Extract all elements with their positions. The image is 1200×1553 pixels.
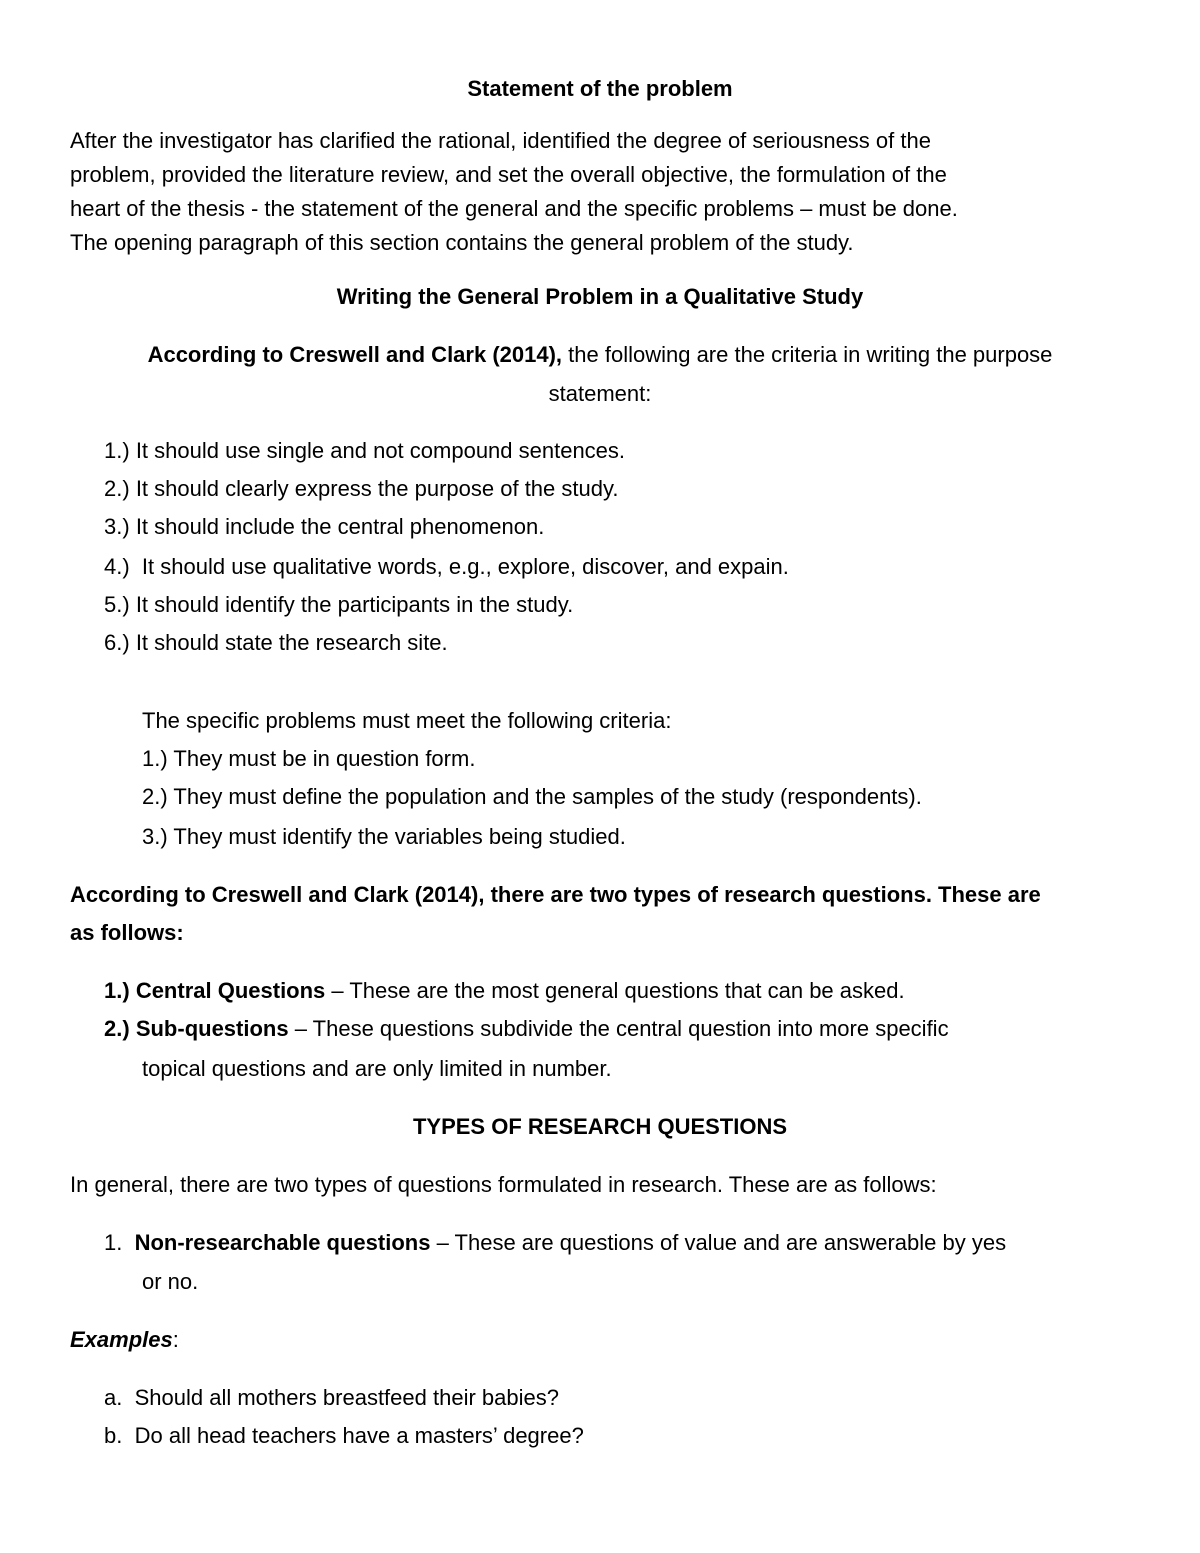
list-letter: b. — [104, 1423, 123, 1448]
list-letter: a. — [104, 1385, 123, 1410]
list-item-continuation: topical questions and are only limited in number. — [142, 1056, 612, 1081]
intro-line: After the investigator has clarified the rational, identified the degree of seriousness of the — [70, 128, 931, 153]
examples-label-text: Examples — [70, 1327, 173, 1352]
list-text: It should identify the participants in the study. — [135, 592, 574, 617]
research-questions-intro-line: According to Creswell and Clark (2014), there are two types of research questions. These are — [70, 882, 1041, 907]
list-text: It should clearly express the purpose of the study. — [135, 476, 619, 501]
list-item — [142, 820, 626, 854]
page-title: Statement of the problem — [467, 76, 733, 101]
list-number: 4.) — [104, 554, 130, 579]
list-text: – These questions subdivide the central question into more specific — [288, 1016, 949, 1041]
criteria-intro-citation: According to Creswell and Clark (2014), — [147, 342, 563, 367]
list-item — [104, 974, 905, 1008]
list-item — [104, 510, 544, 544]
list-text: – These are questions of value and are answerable by yes — [430, 1230, 1007, 1255]
list-text: Do all head teachers have a masters’ degree? — [134, 1423, 584, 1448]
criteria-intro-text: the following are the criteria in writing the purpose — [562, 342, 1053, 367]
examples-label — [70, 1323, 179, 1357]
list-item — [104, 1419, 584, 1453]
list-item — [142, 780, 922, 814]
list-number: 1. — [104, 1230, 123, 1255]
list-item — [104, 472, 618, 506]
list-item — [104, 588, 573, 622]
list-item — [104, 1012, 949, 1046]
list-number: 3.) — [104, 514, 130, 539]
list-term: Sub-questions — [135, 1016, 289, 1041]
types-intro: In general, there are two types of questions formulated in research. These are as follows: — [70, 1172, 937, 1197]
list-text: It should include the central phenomenon. — [135, 514, 545, 539]
list-text: It should use single and not compound sentences. — [135, 438, 626, 463]
list-text: They must identify the variables being studied. — [173, 824, 626, 849]
list-number: 1.) — [104, 438, 130, 463]
list-term: Non-researchable questions — [134, 1230, 431, 1255]
list-term: Central Questions — [135, 978, 326, 1003]
list-number: 1.) — [142, 746, 168, 771]
list-item — [104, 1226, 1006, 1260]
list-item — [104, 626, 448, 660]
specific-problems-intro: The specific problems must meet the following criteria: — [142, 708, 672, 733]
intro-line: The opening paragraph of this section contains the general problem of the study. — [70, 230, 854, 255]
general-problem-heading: Writing the General Problem in a Qualitative Study — [336, 284, 864, 309]
criteria-intro-line2: statement: — [548, 381, 652, 406]
list-item — [104, 1381, 559, 1415]
list-number: 2.) — [104, 1016, 130, 1041]
criteria-intro — [0, 338, 1200, 372]
list-item — [142, 742, 475, 776]
list-text: Should all mothers breastfeed their babies? — [134, 1385, 559, 1410]
examples-label-colon: : — [172, 1327, 179, 1352]
list-number: 3.) — [142, 824, 168, 849]
list-number: 1.) — [104, 978, 130, 1003]
types-heading: TYPES OF RESEARCH QUESTIONS — [412, 1114, 788, 1139]
list-item — [104, 550, 789, 584]
list-number: 2.) — [142, 784, 168, 809]
list-item — [104, 434, 625, 468]
list-text: They must define the population and the samples of the study (respondents). — [173, 784, 922, 809]
list-text: They must be in question form. — [173, 746, 476, 771]
list-text: It should state the research site. — [135, 630, 448, 655]
intro-line: problem, provided the literature review, and set the overall objective, the formulation of the — [70, 162, 947, 187]
list-text: It should use qualitative words, e.g., explore, discover, and expain. — [141, 554, 789, 579]
list-text: – These are the most general questions that can be asked. — [325, 978, 905, 1003]
list-number: 5.) — [104, 592, 130, 617]
list-number: 2.) — [104, 476, 130, 501]
intro-line: heart of the thesis - the statement of the general and the specific problems – must be done. — [70, 196, 958, 221]
list-number: 6.) — [104, 630, 130, 655]
research-questions-intro-line: as follows: — [70, 920, 184, 945]
list-item-continuation: or no. — [142, 1269, 199, 1294]
